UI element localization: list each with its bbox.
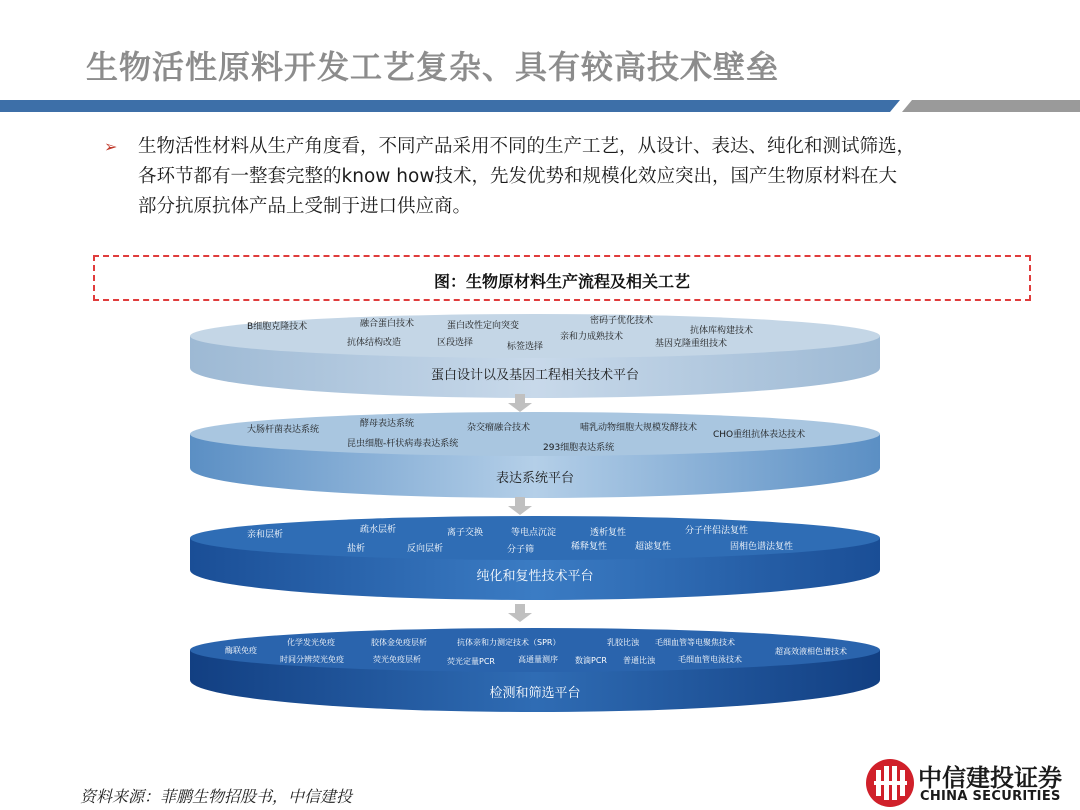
technique-label: 亲和层析	[247, 530, 284, 540]
technique-label: 荧光免疫层析	[373, 655, 421, 664]
technique-label: 超高效液相色谱技术	[775, 647, 847, 656]
technique-label: 毛细血管等电聚焦技术	[655, 638, 735, 647]
technique-label: 酶联免疫	[225, 646, 257, 655]
technique-label: 大肠杆菌表达系统	[247, 425, 320, 435]
technique-label: 透析复性	[590, 528, 627, 538]
platform-label: 表达系统平台	[495, 471, 575, 486]
technique-label: 抗体库构建技术	[690, 326, 754, 336]
technique-label: 时间分辨荧光免疫	[280, 655, 344, 664]
technique-label: 毛细血管电泳技术	[678, 655, 742, 664]
figure-caption-box	[93, 255, 1031, 301]
technique-label: 荧光定量PCR	[447, 657, 495, 666]
technique-label: 数滴PCR	[575, 656, 607, 665]
technique-label: 固相色谱法复性	[730, 542, 794, 552]
technique-label: 普通比浊	[623, 656, 655, 665]
down-arrow-icon	[508, 497, 532, 515]
technique-label: 超滤复性	[635, 542, 672, 552]
technique-label: 蛋白改性定向突变	[447, 321, 520, 331]
platform-label: 纯化和复性技术平台	[476, 569, 594, 584]
logo-text-cn: 中信建投证券	[918, 763, 1062, 792]
technique-label: 哺乳动物细胞大规模发酵技术	[580, 423, 698, 433]
bullet-line: 部分抗原抗体产品上受制于进口供应商。	[138, 196, 472, 217]
technique-label: 离子交换	[447, 528, 484, 538]
source-note: 资料来源：菲鹏生物招股书，中信建投	[80, 787, 353, 806]
figure-caption: 图：生物原材料生产流程及相关工艺	[433, 272, 690, 291]
technique-label: 亲和力成熟技术	[560, 332, 624, 342]
bullet-paragraph	[104, 132, 1034, 222]
header-rule	[0, 100, 1080, 112]
platform-layer-detection	[190, 628, 880, 712]
technique-label: 抗体亲和力测定技术（SPR）	[457, 638, 561, 647]
page-title: 生物活性原料开发工艺复杂、具有较高技术壁垒	[86, 48, 780, 86]
logo-text-en: CHINA SECURITIES	[920, 789, 1061, 804]
platform-layer-purification	[190, 516, 880, 600]
technique-label: 抗体结构改造	[347, 338, 402, 348]
process-diagram	[175, 306, 895, 726]
technique-label: B细胞克隆技术	[247, 322, 308, 332]
technique-label: 盐析	[347, 544, 366, 554]
bullet-arrow-icon: ➢	[104, 137, 118, 156]
technique-label: 胶体金免疫层析	[371, 638, 427, 647]
technique-label: 反向层析	[407, 544, 444, 554]
down-arrow-icon	[508, 604, 532, 622]
platform-layer-expression	[190, 412, 880, 498]
bullet-line: 各环节都有一整套完整的know how技术，先发优势和规模化效应突出，国产生物原材料在大	[138, 166, 897, 187]
technique-label: 融合蛋白技术	[360, 319, 415, 329]
platform-label: 蛋白设计以及基因工程相关技术平台	[430, 368, 640, 383]
technique-label: 等电点沉淀	[511, 528, 557, 538]
technique-label: 高通量测序	[518, 655, 558, 664]
technique-label: 化学发光免疫	[287, 638, 335, 647]
technique-label: 分子筛	[507, 545, 535, 555]
technique-label: 区段选择	[437, 338, 474, 348]
technique-label: 乳胶比浊	[607, 638, 639, 647]
platform-label: 检测和筛选平台	[489, 686, 581, 701]
technique-label: 酵母表达系统	[360, 419, 415, 429]
technique-label: 杂交瘤融合技术	[467, 423, 531, 433]
bullet-line: 生物活性材料从生产角度看，不同产品采用不同的生产工艺，从设计、表达、纯化和测试筛选，	[138, 136, 916, 157]
technique-label: 密码子优化技术	[590, 316, 654, 326]
technique-label: 疏水层析	[360, 525, 397, 535]
technique-label: 昆虫细胞-杆状病毒表达系统	[347, 439, 459, 449]
platform-layer-design	[190, 314, 880, 398]
technique-label: 稀释复性	[571, 542, 608, 552]
technique-label: CHO重组抗体表达技术	[713, 430, 806, 440]
technique-label: 基因克隆重组技术	[655, 339, 728, 349]
technique-label: 293细胞表达系统	[543, 443, 615, 453]
technique-label: 标签选择	[507, 342, 544, 352]
technique-label: 分子伴侣法复性	[685, 526, 749, 536]
